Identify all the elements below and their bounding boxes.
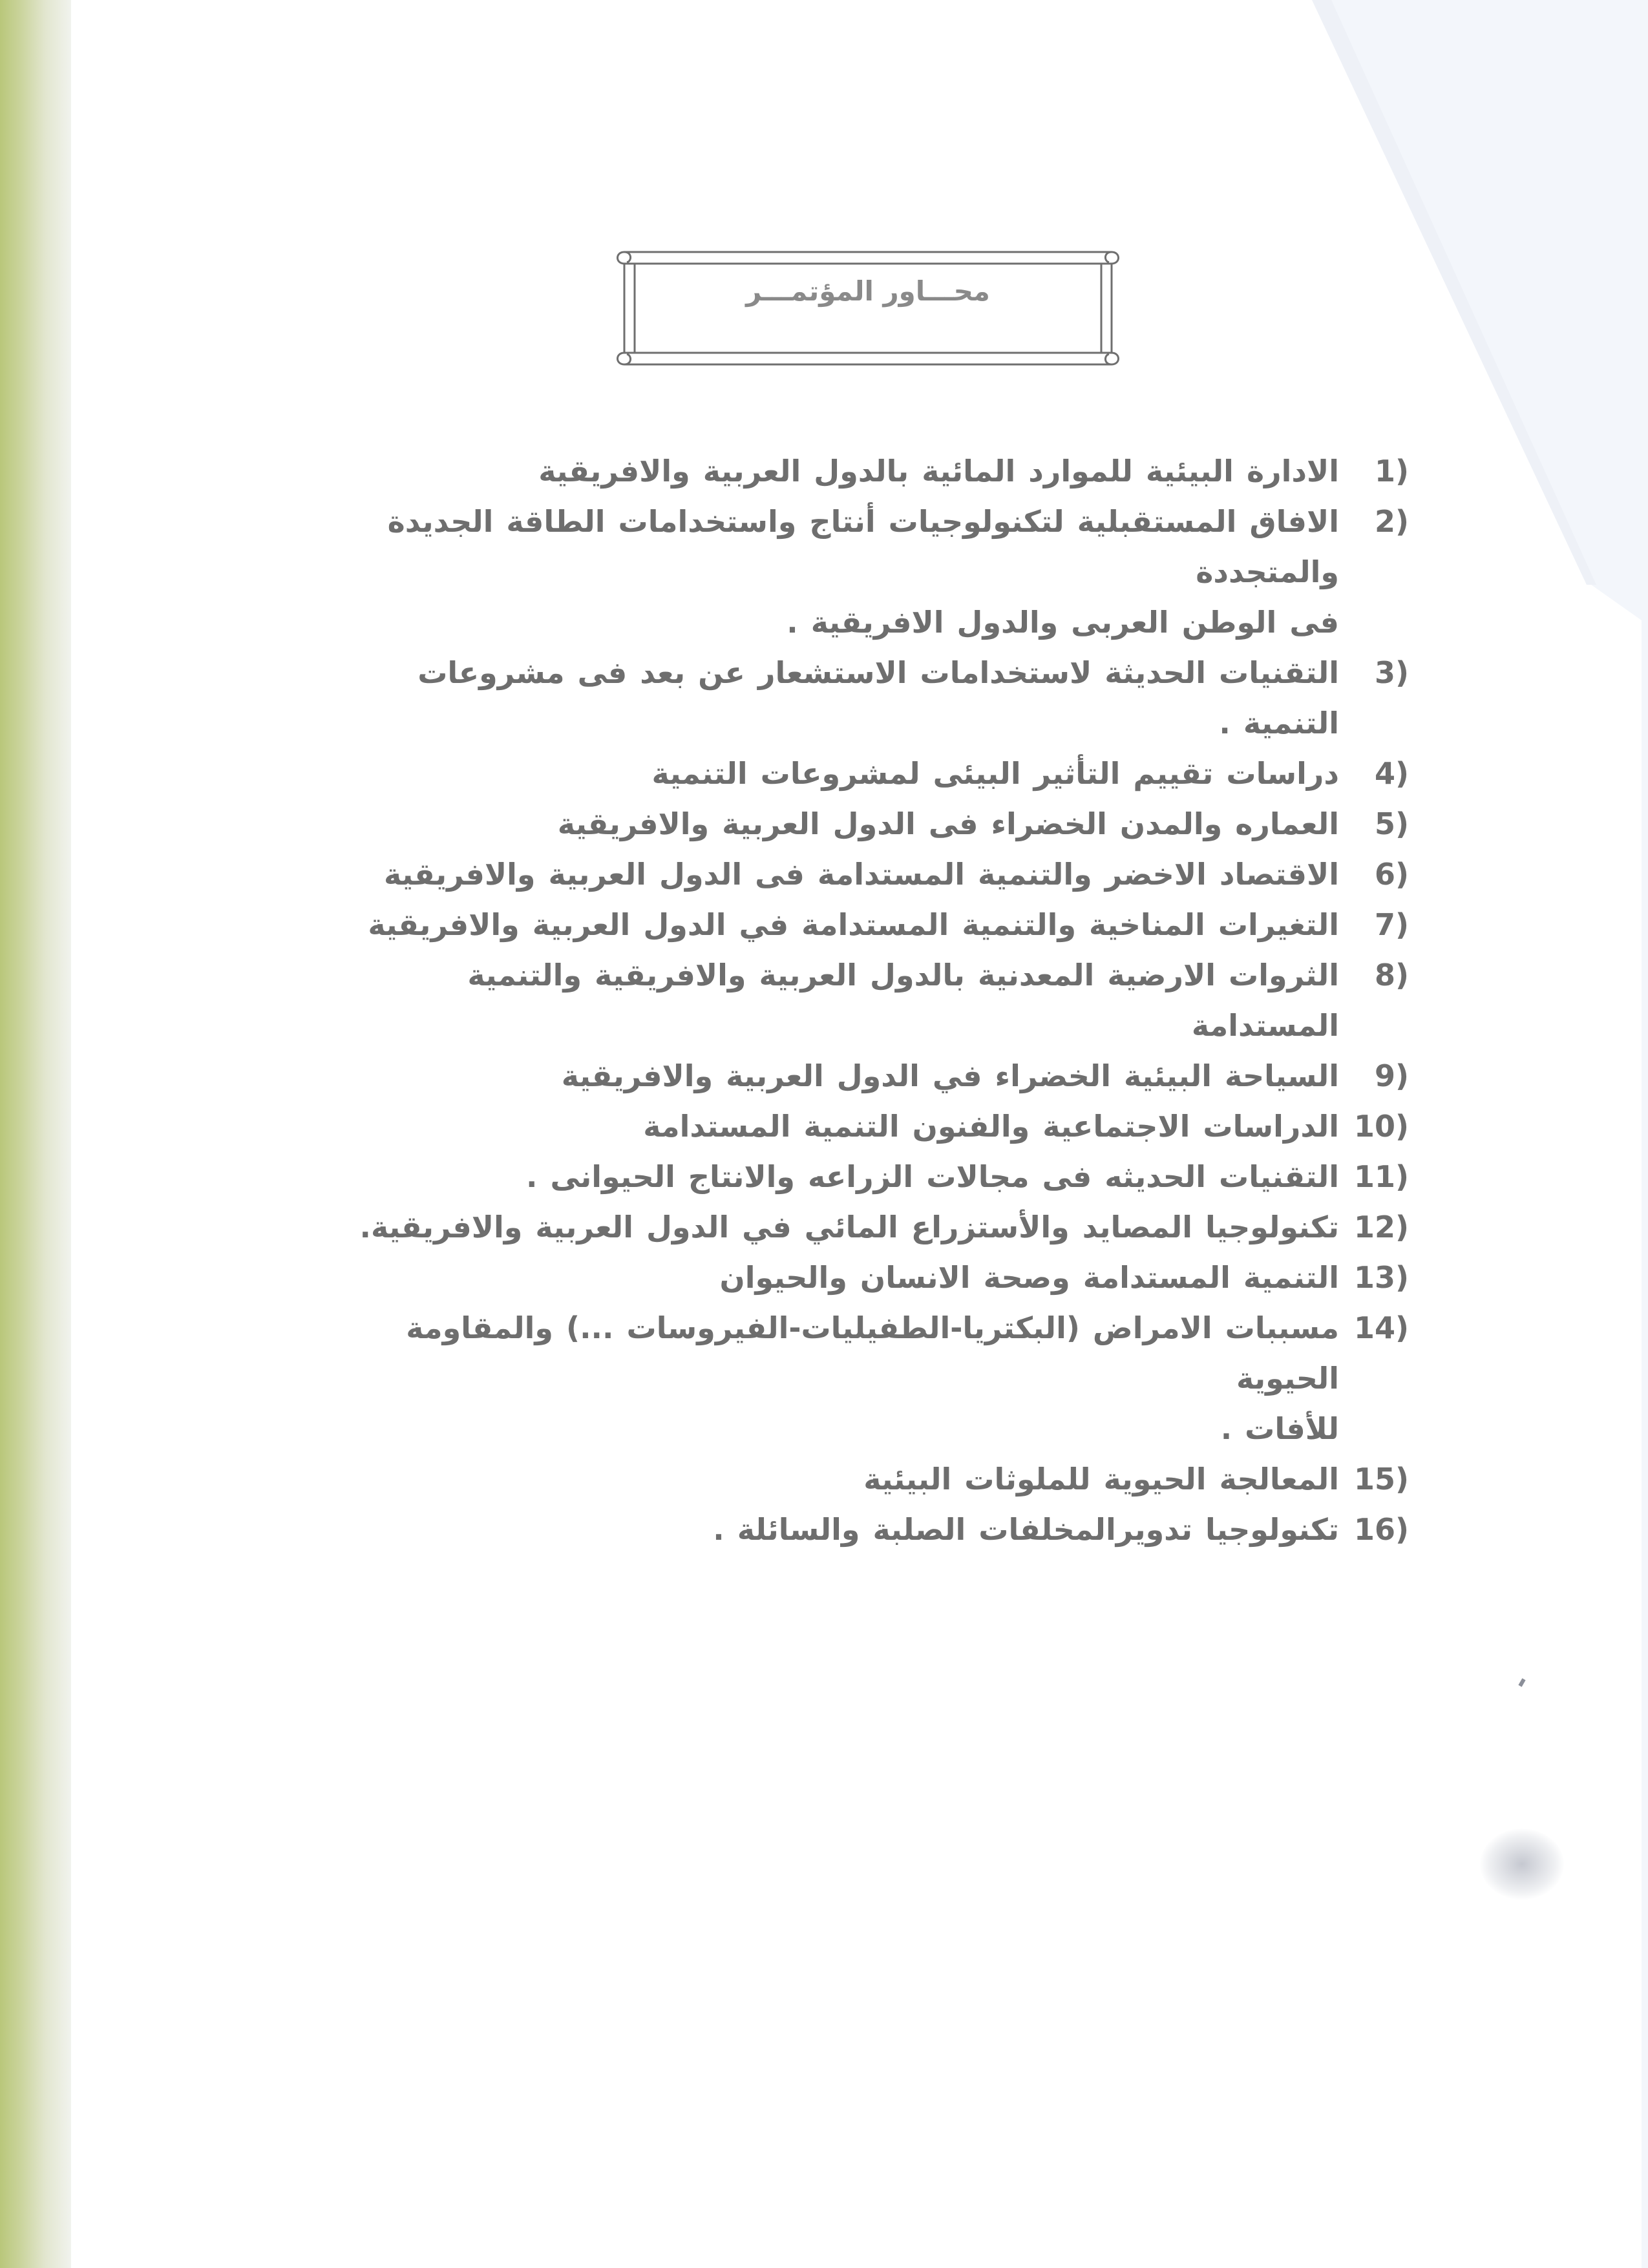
topic-item [310,1504,1409,1555]
topic-line: السياحة البيئية الخضراء في الدول العربية والافريقية [561,1058,1339,1093]
topic-item [310,647,1409,748]
topic-number: 16) [1353,1512,1409,1547]
topic-line: التقنيات الحديثة لاستخدامات الاستشعار عن بعد فى مشروعات التنمية . [417,655,1339,740]
topic-item [310,799,1409,849]
topic-line: الادارة البيئية للموارد المائية بالدول العربية والافريقية [538,454,1339,488]
topic-text [310,899,1339,950]
topic-line: دراسات تقييم التأثير البيئى لمشروعات التنمية [651,756,1339,791]
topic-number: 11) [1353,1159,1409,1194]
topic-number: 12) [1353,1210,1409,1244]
topic-number: 3) [1374,655,1409,690]
topic-item [310,496,1409,647]
topic-number: 1) [1374,454,1409,488]
topic-line: تكنولوجيا تدويرالمخلفات الصلبة والسائلة . [713,1512,1339,1547]
topic-text [310,1303,1339,1454]
topic-line: المعالجة الحيوية للملوثات البيئية [863,1462,1339,1496]
topic-item [310,1202,1409,1252]
topic-number: 2) [1374,504,1409,539]
topic-line: الثروات الارضية المعدنية بالدول العربية والافريقية والتنمية المستدامة [467,958,1339,1043]
topic-number: 13) [1353,1260,1409,1295]
topic-line: التنمية المستدامة وصحة الانسان والحيوان [719,1260,1339,1295]
topic-item [310,950,1409,1051]
topic-line: الدراسات الاجتماعية والفنون التنمية المستدامة [643,1109,1339,1144]
topic-line: التقنيات الحديثه فى مجالات الزراعه والانتاج الحيوانى . [525,1159,1339,1194]
topic-item [310,849,1409,899]
topic-number: 15) [1353,1462,1409,1496]
topic-line: مسببات الامراض (البكتريا-الطفيليات-الفيروسات ...) والمقاومة الحيوية [406,1310,1339,1396]
topic-number: 4) [1374,756,1409,791]
topic-number: 8) [1374,958,1409,992]
topic-number: 6) [1374,857,1409,892]
topic-text [310,1101,1339,1151]
topic-number: 9) [1374,1058,1409,1093]
topic-item [310,1252,1409,1303]
topic-text [310,496,1339,647]
topic-item [310,899,1409,950]
topic-line: تكنولوجيا المصايد والأستزراع المائي في الدول العربية والافريقية. [359,1210,1339,1244]
topic-text [310,647,1339,748]
topic-item [310,1051,1409,1101]
topic-text [310,1504,1339,1555]
topic-line: التغيرات المناخية والتنمية المستدامة في الدول العربية والافريقية [368,907,1339,942]
topic-text [310,1051,1339,1101]
topic-item [310,1101,1409,1151]
topic-item [310,748,1409,799]
topic-item [310,1303,1409,1454]
scroll-frame-icon [613,251,1123,367]
topic-number: 10) [1353,1109,1409,1144]
topic-text [310,1151,1339,1202]
title-scroll-banner [613,251,1123,367]
topic-number: 7) [1374,907,1409,942]
topic-text [310,1202,1339,1252]
topic-item [310,1454,1409,1504]
topic-item [310,1151,1409,1202]
page-title: محـــاور المؤتمـــر [746,275,990,307]
topic-text [310,446,1339,496]
topic-text [310,1252,1339,1303]
scan-smudge [1480,1829,1564,1900]
topic-item [310,446,1409,496]
topic-number: 14) [1353,1310,1409,1345]
scanner-edge [0,0,71,2268]
topic-line: للأفات . [1220,1411,1339,1446]
topic-line: فى الوطن العربى والدول الافريقية . [787,605,1339,640]
topic-text [310,799,1339,849]
topic-text [310,1454,1339,1504]
topic-line: الافاق المستقبلية لتكنولوجيات أنتاج واستخدامات الطاقة الجديدة والمتجددة [387,504,1339,589]
topic-number: 5) [1374,806,1409,841]
topic-text [310,950,1339,1051]
topic-text [310,748,1339,799]
topic-text [310,849,1339,899]
topic-line: العماره والمدن الخضراء فى الدول العربية والافريقية [557,806,1339,841]
conference-topics-list [310,446,1409,1555]
topic-line: الاقتصاد الاخضر والتنمية المستدامة فى الدول العربية والافريقية [384,857,1339,892]
